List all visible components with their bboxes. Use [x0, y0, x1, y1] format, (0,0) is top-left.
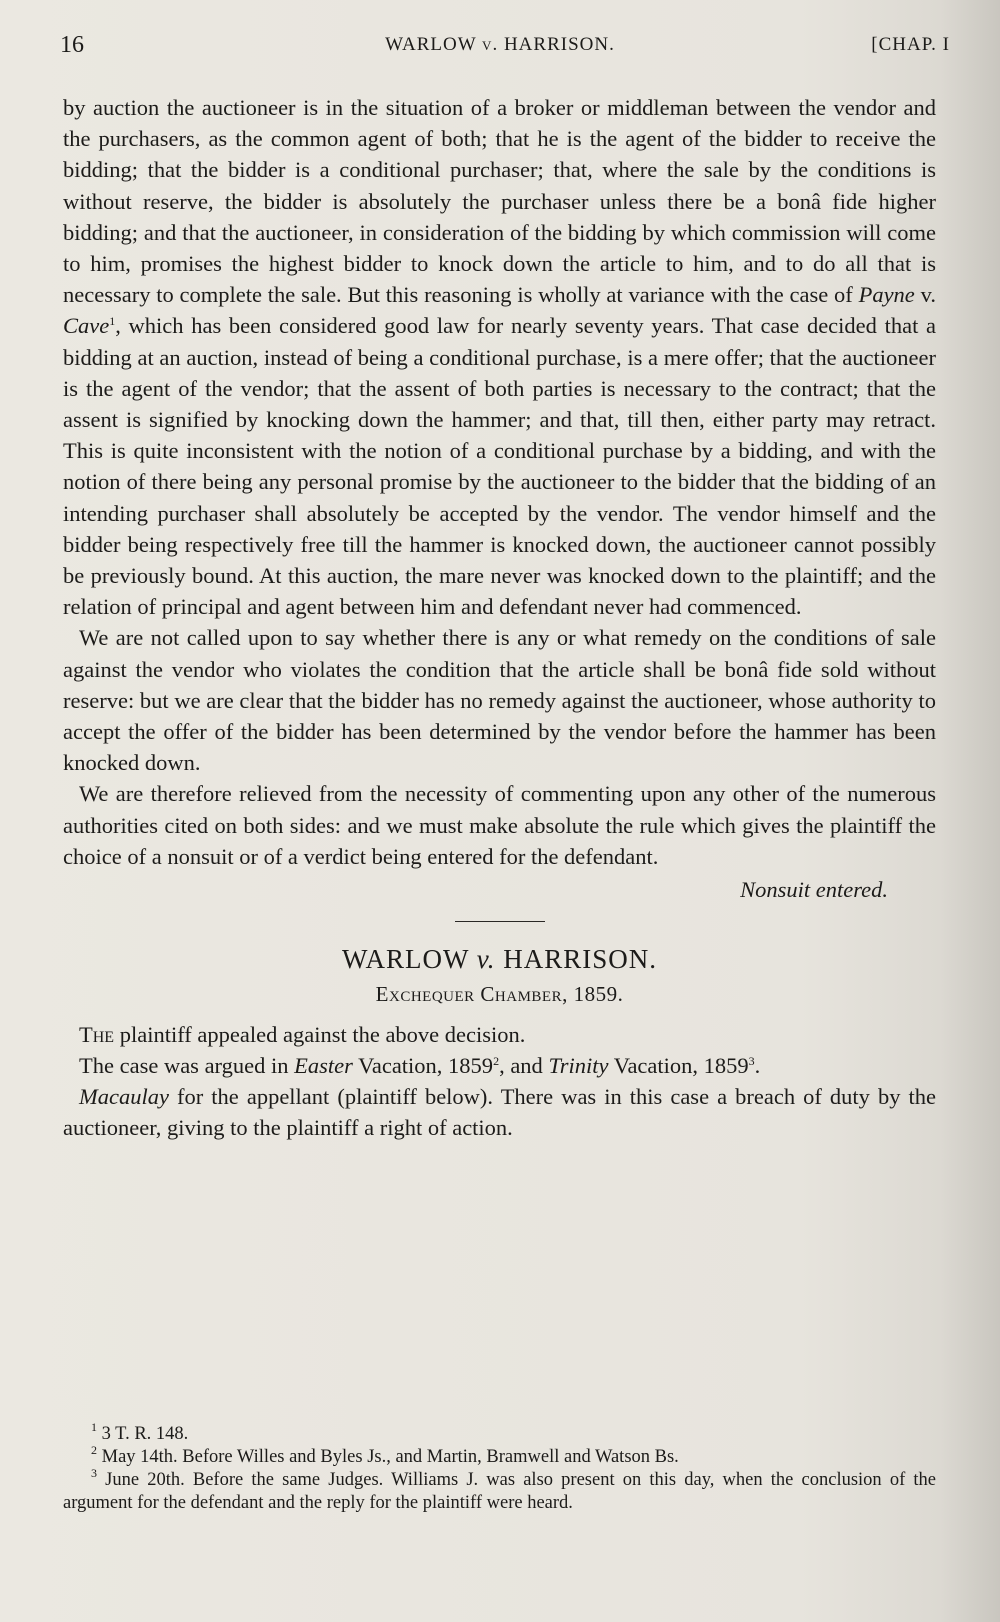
case-title: WARLOW v. HARRISON.	[341, 944, 657, 975]
judgment-result: Nonsuit entered.	[740, 877, 888, 903]
running-header	[60, 32, 950, 68]
footnote	[63, 1420, 936, 1446]
case-name-payne: Payne	[858, 282, 915, 308]
paragraph: We are not called upon to say whether there is any or what remedy on the conditions of sale against the vendor who violates the condition that the article shall be bonâ fide sold without reserve: but we are clear that the bidder has no remedy against the auctioneer, whose authority to accept the offer of the bidder has been determined by the vendor before the hammer has been knocked down.	[63, 625, 936, 776]
footnote-text: June 20th. Before the same Judges. Williams J. was also present on this day, when the conclusion of the argument for the defendant and the reply for the plaintiff were heard.	[63, 1470, 937, 1513]
section-divider	[455, 921, 545, 922]
counsel-name: Macaulay	[79, 1084, 169, 1110]
case-name-cave: Cave	[63, 313, 110, 339]
running-title: WARLOW v. HARRISON.	[385, 34, 615, 55]
footnote-ref: 1	[109, 314, 116, 329]
paragraph-text: by auction the auctioneer is in the situation of a broker or middleman between the vendor and the purchasers, as the common agent of both; that he is the agent of the bidder to receive the bidding; that the bidder is a conditional purchaser; that, where the sale by the conditions is without reserve, the bidder is absolutely the purchaser unless there be a bonâ fide higher bidding; and that the auctioneer, in consideration of the bidding by which commission will come to him, promises the highest bidder to knock down the article to him, and to do all that is necessary to complete the sale. But this reasoning is wholly at variance with the case of	[63, 95, 936, 308]
footnote-number: 1	[91, 1420, 97, 1434]
body-text	[63, 92, 936, 1144]
footnote-number: 3	[91, 1466, 97, 1480]
paragraph	[63, 92, 936, 622]
lead-word: The	[79, 1021, 115, 1047]
footnote-ref: 3	[748, 1053, 755, 1068]
versus: v.	[920, 282, 937, 308]
paragraph: The plaintiff appealed against the above decision.	[79, 1021, 526, 1047]
court-line: Exchequer Chamber, 1859.	[375, 982, 624, 1007]
paragraph: We are therefore relieved from the necessity of commenting upon any other of the numerous authorities cited on both sides: and we must make absolute the rule which gives the plaintiff the choice of a nonsuit or of a verdict being entered for the defendant.	[63, 781, 936, 869]
footnote-number: 2	[91, 1443, 97, 1457]
footnote	[63, 1466, 937, 1515]
paragraph: The case was argued in Easter Vacation, 1859$^2$, and Trinity Vacation, 1859$^3$.	[79, 1052, 761, 1078]
paragraph: Macaulay for the appellant (plaintiff below). There was in this case a breach of duty by the auctioneer, giving to the plaintiff a right of action.	[63, 1084, 936, 1141]
page-number: 16	[60, 32, 84, 58]
chapter-marker: [CHAP. I	[871, 34, 950, 55]
footnote-text: 3 T. R. 148.	[101, 1424, 189, 1444]
footnote	[63, 1443, 936, 1469]
footnotes	[63, 1420, 937, 1515]
footnote-ref: 2	[493, 1053, 500, 1068]
footnote-text: May 14th. Before Willes and Byles Js., and Martin, Bramwell and Watson Bs.	[101, 1447, 679, 1467]
paragraph-text: , which has been considered good law for nearly seventy years. That case decided that a bidding at an auction, instead of being a conditional purchase, is a mere offer; that the auctioneer is the agent of the vendor; that the assent of both parties is necessary to the contract; that the assent is signified by knocking down the hammer; and that, till then, either party may retract. This is quite inconsistent with the notion of a conditional purchase by a bidding, and with the notion of there being any personal promise by the auctioneer to the bidder that the bidding of an intending purchaser shall absolutely be accepted by the vendor. The vendor himself and the bidder being respectively free till the hammer is knocked down, the auctioneer cannot possibly be previously bound. At this auction, the mare never was knocked down to the plaintiff; and the relation of principal and agent between him and defendant never had commenced.	[63, 313, 936, 620]
